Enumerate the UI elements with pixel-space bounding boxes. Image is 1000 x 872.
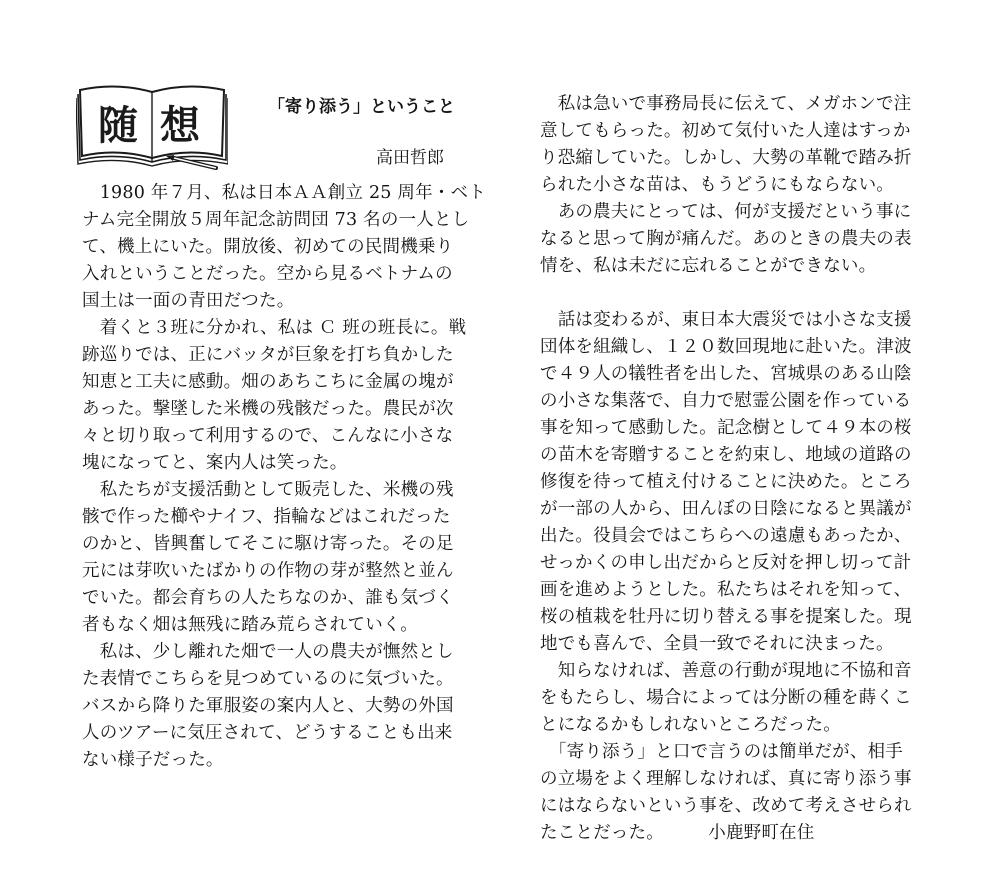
text-line: なると思って胸が痛んだ。あのときの農夫の表 xyxy=(540,229,912,249)
text-line: 私は急いで事務局長に伝えて、メガホンで注 xyxy=(540,94,912,114)
essay-title: 「寄り添う」ということ xyxy=(268,97,455,117)
text-line: 私たちが支援活動として販売した、米機の残 xyxy=(82,480,454,500)
text-line: 私は、少し離れた畑で一人の農夫が憮然とし xyxy=(82,642,454,662)
text-line: 着くと３班に分かれ、私は Ｃ 班の班長に。戦 xyxy=(82,318,467,338)
text-line: 事を知って感動した。記念樹として４９本の桜 xyxy=(540,418,912,438)
text-line: 骸で作った櫛やナイフ、指輪などはこれだった xyxy=(82,507,451,527)
text-line: 跡巡りでは、正にバッタが巨象を打ち負かした xyxy=(82,345,454,365)
text-line: でいた。都会育ちの人たちなのか、誰も気づく xyxy=(82,588,454,608)
text-line: とになるかもしれないところだった。 xyxy=(540,715,841,735)
text-line: た表情でこちらを見つめているのに気づいた。 xyxy=(82,669,454,689)
text-line: 1980 年７月、私は日本ＡＡ創立 25 周年・ベト xyxy=(82,183,486,203)
category-char-2: 想 xyxy=(160,102,200,149)
text-line: 地でも喜んで、全員一致でそれに決まった。 xyxy=(540,634,894,654)
author-name: 高田哲郎 xyxy=(376,148,444,168)
text-line: 知恵と工夫に感動。畑のあちこちに金属の塊が xyxy=(82,372,454,392)
text-line: 意してもらった。初めて気付いた人達はすっか xyxy=(540,121,911,141)
text-line: 塊になってと、案内人は笑った。 xyxy=(82,453,348,473)
text-line: 元には芽吹いたばかりの作物の芽が整然と並ん xyxy=(82,561,454,581)
text-line: 者もなく畑は無残に踏み荒らされていく。 xyxy=(82,615,418,635)
text-line: が一部の人から、田んぼの日陰になると異議が xyxy=(540,499,912,519)
text-line: あった。撃墜した米機の残骸だった。農民が次 xyxy=(82,399,454,419)
text-line: 画を進めようとした。私たちはそれを知って、 xyxy=(540,580,912,600)
text-line: 情を、私は未だに忘れることができない。 xyxy=(540,256,877,276)
text-line: せっかくの申し出だからと反対を押し切って計 xyxy=(540,553,912,573)
text-line: の立場をよく理解しなければ、真に寄り添う事 xyxy=(540,769,912,789)
text-line: 桜の植栽を牡丹に切り替える事を提案した。現 xyxy=(540,607,912,627)
right-text-column xyxy=(540,91,960,847)
text-line: あの農夫にとっては、何が支援だという事に xyxy=(540,202,912,222)
text-line: ない様子だった。 xyxy=(82,750,224,770)
text-line: の小さな集落で、自力で慰霊公園を作っている xyxy=(540,391,912,411)
text-line: の苗木を寄贈することを約束し、地域の道路の xyxy=(540,445,912,465)
text-line: にはならないという事を、改めて考えさせられ xyxy=(540,796,912,816)
category-char-1: 随 xyxy=(98,102,138,149)
text-line: り恐縮していた。しかし、大勢の革靴で踏み折 xyxy=(540,148,912,168)
text-line: 話は変わるが、東日本大震災では小さな支援 xyxy=(540,310,912,330)
text-line: 人のツアーに気圧されて、どうすることも出来 xyxy=(82,723,453,743)
text-line: 「寄り添う」と口で言うのは簡単だが、相手 xyxy=(540,742,903,762)
text-line: たことだった。 小鹿野町在住 xyxy=(540,823,815,843)
text-line: ナム完全開放５周年記念訪問団 73 名の一人とし xyxy=(82,210,470,230)
text-line: のかと、皆興奮してそこに駆け寄った。その足 xyxy=(82,534,454,554)
text-line: 修復を待って植え付けることに決めた。ところ xyxy=(540,472,912,492)
text-line: て、機上にいた。開放後、初めての民間機乗り xyxy=(82,237,454,257)
left-text-column xyxy=(82,180,497,774)
text-line: バスから降りた軍服姿の案内人と、大勢の外国 xyxy=(82,696,454,716)
text-line: 々と切り取って利用するので、こんなに小さな xyxy=(82,426,454,446)
paragraph-gap xyxy=(540,280,960,307)
text-line: をもたらし、場合によっては分断の種を蒔くこ xyxy=(540,688,912,708)
text-line: 国土は一面の青田だつた。 xyxy=(82,291,295,311)
text-line: で４９人の犠牲者を出した、宮城県のある山陰 xyxy=(540,364,912,384)
essay-category-badge xyxy=(76,78,228,174)
text-line: 知らなければ、善意の行動が現地に不協和音 xyxy=(540,661,912,681)
text-line: 入れということだった。空から見るベトナムの xyxy=(82,264,453,284)
text-line: 出た。役員会ではこちらへの遠慮もあったか、 xyxy=(540,526,912,546)
text-line: 団体を組織し、１２０数回現地に赴いた。津波 xyxy=(540,337,912,357)
text-line: られた小さな苗は、もうどうにもならない。 xyxy=(540,175,894,195)
